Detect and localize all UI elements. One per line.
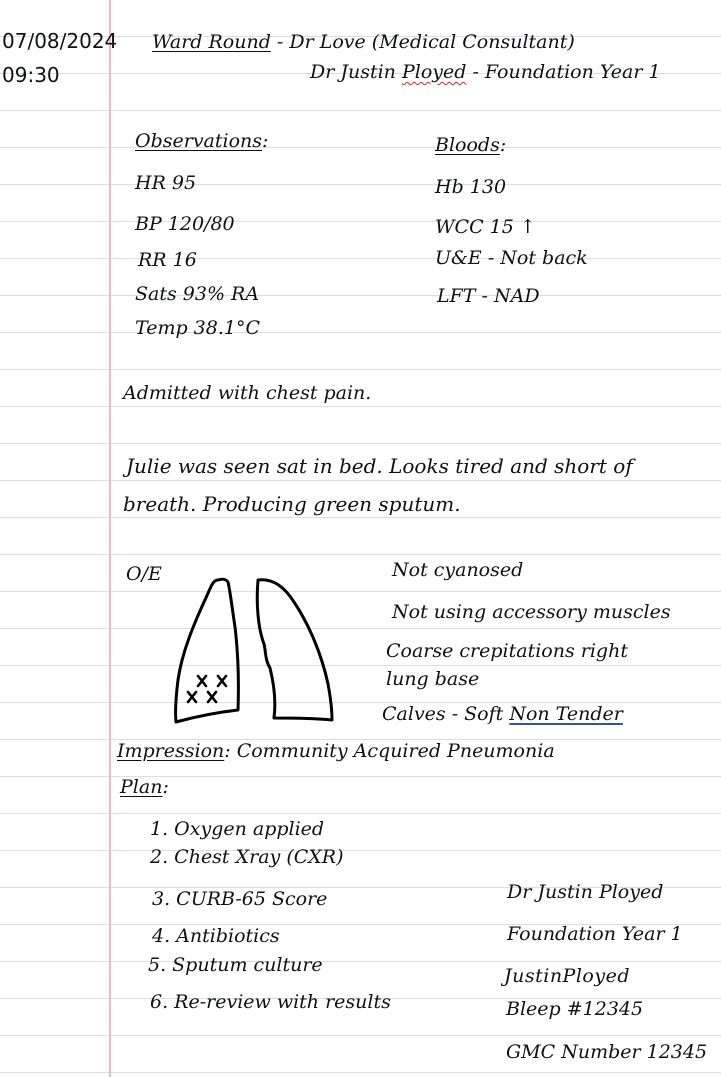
finding-crepitations-line-2: lung base	[386, 668, 480, 690]
author-suffix: - Foundation Year 1	[466, 61, 661, 83]
author-prefix: Dr Justin	[310, 61, 402, 83]
presentation-text: Admitted with chest pain.	[123, 382, 372, 404]
bloods-heading-text: Bloods	[435, 134, 500, 156]
author-surname: Ployed	[401, 61, 467, 83]
obs-bp: BP 120/80	[135, 213, 235, 235]
finding-crepitations-line-1: Coarse crepitations right	[386, 640, 628, 662]
note-date: 07/08/2024	[2, 29, 118, 53]
signature-name: Dr Justin Ployed	[507, 881, 664, 903]
ward-round-title	[152, 31, 575, 53]
obs-hr: HR 95	[135, 172, 197, 194]
plan-item-1: 1. Oxygen applied	[150, 818, 325, 840]
obs-sats: Sats 93% RA	[135, 283, 260, 305]
impression-label: Impression	[117, 740, 225, 762]
plan-item-6: 6. Re-review with results	[150, 991, 391, 1013]
plan-item-4: 4. Antibiotics	[152, 925, 280, 947]
bloods-colon: :	[499, 134, 507, 156]
finding-accessory-muscles: Not using accessory muscles	[392, 601, 671, 623]
blood-ue: U&E - Not back	[435, 247, 588, 269]
signature-bleep: Bleep #12345	[506, 998, 644, 1020]
blood-wcc: WCC 15 ↑	[435, 216, 536, 238]
calves-non-tender: Non Tender	[509, 703, 623, 725]
bloods-heading	[435, 134, 506, 156]
ward-round-consultant: - Dr Love (Medical Consultant)	[270, 31, 575, 53]
impression-line	[117, 740, 555, 762]
note-time: 09:30	[2, 63, 60, 87]
finding-calves	[382, 703, 623, 725]
plan-item-2: 2. Chest Xray (CXR)	[150, 846, 344, 868]
ward-round-label: Ward Round	[152, 31, 271, 53]
signature-handwritten: JustinPloyed	[504, 965, 630, 987]
margin-line	[109, 0, 111, 1077]
history-line-1: Julie was seen sat in bed. Looks tired and short of	[126, 454, 633, 478]
plan-item-3: 3. CURB-65 Score	[152, 888, 328, 910]
lung-diagram-icon	[168, 572, 338, 727]
blood-lft: LFT - NAD	[437, 285, 540, 307]
observations-heading-text: Observations	[135, 130, 263, 152]
plan-heading	[120, 776, 169, 798]
obs-temp: Temp 38.1°C	[135, 317, 261, 339]
observations-heading	[135, 130, 268, 152]
signature-grade: Foundation Year 1	[507, 923, 683, 945]
signature-gmc: GMC Number 12345	[506, 1041, 708, 1063]
oe-label: O/E	[126, 563, 162, 585]
observations-colon: :	[262, 130, 269, 152]
blood-hb: Hb 130	[435, 176, 507, 198]
author-line	[310, 61, 661, 83]
plan-heading-text: Plan	[120, 776, 163, 798]
history-line-2: breath. Producing green sputum.	[123, 492, 461, 516]
obs-rr: RR 16	[138, 249, 197, 271]
plan-item-5: 5. Sputum culture	[148, 954, 323, 976]
crepitations-marks	[188, 676, 226, 702]
impression-text: : Community Acquired Pneumonia	[224, 740, 555, 762]
plan-colon: :	[162, 776, 169, 798]
calves-prefix: Calves - Soft	[382, 703, 510, 725]
finding-cyanosis: Not cyanosed	[392, 559, 524, 581]
